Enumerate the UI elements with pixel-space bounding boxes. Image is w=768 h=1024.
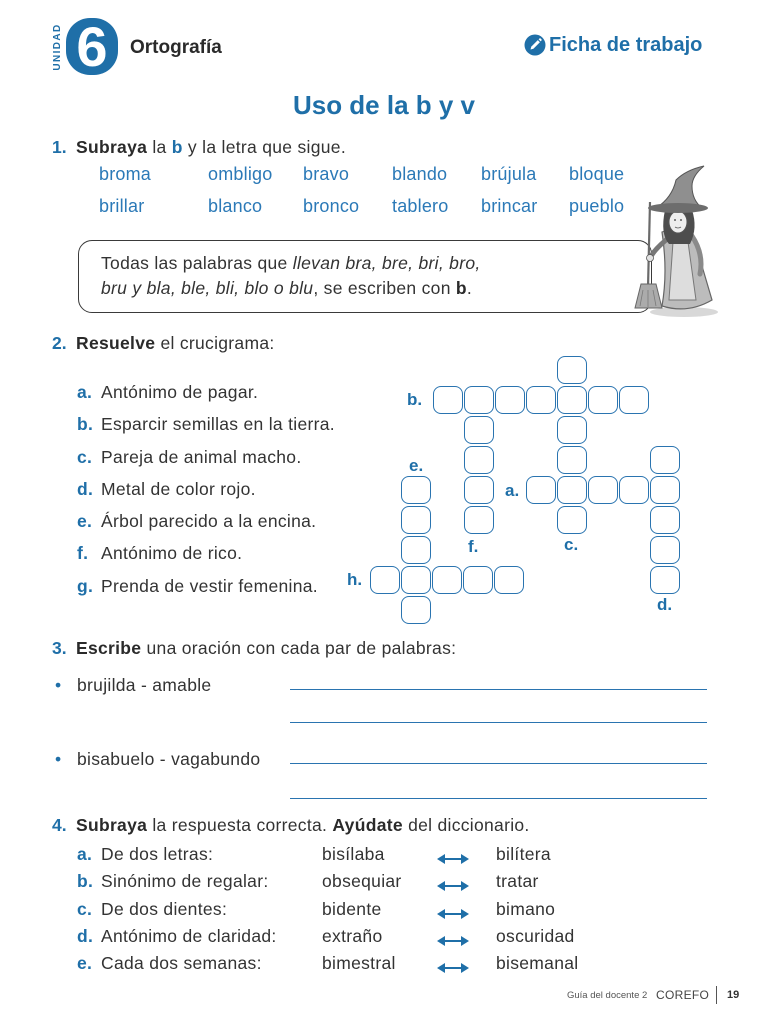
- crossword-cell: [557, 476, 587, 504]
- crossword-cell: [401, 536, 431, 564]
- word-item: pueblo: [569, 196, 625, 216]
- instruction-verb: Escribe: [76, 638, 142, 658]
- rule-line: [101, 253, 481, 273]
- word-item: bloque: [569, 164, 625, 184]
- choice-letter: e.: [77, 953, 93, 973]
- choice-letter: a.: [77, 844, 93, 864]
- choice-option-2: bimano: [496, 898, 556, 919]
- choice-letter: c.: [77, 898, 93, 919]
- crossword-cell: [557, 506, 587, 534]
- crossword-cell: [650, 446, 680, 474]
- rule-letter: b: [455, 278, 467, 298]
- crossword-cell: [619, 386, 649, 414]
- unit-number-badge: 6: [66, 18, 118, 75]
- rule-line: [101, 278, 472, 298]
- choice-clue: Antónimo de claridad:: [101, 925, 277, 946]
- clue-text: Antónimo de rico.: [101, 543, 243, 564]
- crossword-cell: [495, 386, 525, 414]
- crossword-cell: [588, 476, 618, 504]
- choice-clue: Sinónimo de regalar:: [101, 871, 269, 892]
- word-item: blando: [392, 164, 448, 184]
- choice-option-2: oscuridad: [496, 925, 575, 946]
- double-arrow-icon: [437, 904, 496, 918]
- crossword-cell: [432, 566, 462, 594]
- choice-option-1: bidente: [322, 898, 382, 919]
- clue-letter: g.: [77, 575, 94, 596]
- crossword-label-d: d.: [657, 595, 673, 614]
- choice-option-1: bimestral: [322, 953, 396, 973]
- rule-text: , se escriben con: [313, 278, 451, 298]
- instruction-verb: Subraya: [76, 137, 148, 157]
- instruction-verb: Resuelve: [76, 333, 156, 353]
- choice-clue: Cada dos semanas:: [101, 953, 262, 973]
- exercise-4-instruction: [76, 815, 530, 835]
- crossword-cell: [401, 476, 431, 504]
- clue-item: [77, 479, 335, 511]
- choice-row: [77, 871, 578, 898]
- choice-option-2: bilítera: [496, 844, 551, 864]
- crossword-cell: [557, 386, 587, 414]
- word-pair: bisabuelo - vagabundo: [77, 749, 261, 769]
- choice-clue: De dos letras:: [101, 844, 214, 864]
- crossword-clues: [77, 382, 335, 608]
- crossword-cell: [463, 566, 493, 594]
- choice-letter: d.: [77, 925, 94, 946]
- word-item: tablero: [392, 196, 449, 216]
- clue-letter: d.: [77, 478, 94, 499]
- choice-row: [77, 899, 578, 926]
- crossword-cell: [370, 566, 400, 594]
- instruction-text: el crucigrama:: [160, 333, 275, 353]
- crossword-cell: [650, 566, 680, 594]
- word-item: brújula: [481, 164, 537, 184]
- crossword-cell: [650, 506, 680, 534]
- exercise-3-number: 3.: [52, 638, 67, 658]
- choice-row: [77, 926, 578, 953]
- instruction-text: y la letra que sigue.: [187, 137, 346, 157]
- word-pair: brujilda - amable: [77, 675, 212, 695]
- word-item: brillar: [99, 196, 145, 216]
- crossword-cell: [401, 566, 431, 594]
- instruction-text: la: [152, 137, 167, 157]
- clue-item: [77, 543, 335, 575]
- instruction-text: del diccionario.: [408, 815, 530, 835]
- page-number: 19: [727, 989, 740, 1001]
- clue-text: Árbol parecido a la encina.: [101, 511, 317, 532]
- crossword-cell: [464, 506, 494, 534]
- rule-period: .: [466, 278, 473, 298]
- unit-label: UNIDAD: [52, 23, 63, 71]
- crossword-cell: [619, 476, 649, 504]
- choice-row: [77, 953, 578, 980]
- word-item: blanco: [208, 196, 263, 216]
- instruction-text: una oración con cada par de palabras:: [146, 638, 457, 658]
- instruction-letter: b: [171, 137, 183, 157]
- footer-publisher: COREFO: [656, 988, 710, 1002]
- crossword-cell: [526, 476, 556, 504]
- rule-syllables: llevan bra, bre, bri, bro,: [292, 253, 481, 273]
- double-arrow-icon: [437, 958, 496, 972]
- clue-text: Pareja de animal macho.: [101, 446, 302, 467]
- answer-line: [290, 798, 707, 799]
- page-title: Uso de la b y v: [292, 90, 476, 120]
- clue-letter: b.: [77, 414, 94, 435]
- crossword-label-c: c.: [564, 535, 579, 554]
- answer-line: [290, 763, 707, 764]
- clue-item: [77, 382, 335, 414]
- crossword-cell: [401, 596, 431, 624]
- crossword-label-a: a.: [505, 481, 520, 500]
- crossword-cell: [588, 386, 618, 414]
- clue-text: Prenda de vestir femenina.: [101, 575, 318, 596]
- footer-guide-title: Guía del docente 2: [567, 990, 648, 1001]
- double-arrow-icon: [437, 849, 496, 863]
- crossword-cell: [464, 446, 494, 474]
- crossword-cell: [650, 536, 680, 564]
- crossword-cell: [464, 476, 494, 504]
- crossword-cell: [557, 416, 587, 444]
- exercise-1-number: 1.: [52, 137, 67, 157]
- worksheet-label: Ficha de trabajo: [549, 34, 703, 56]
- choice-option-1: extraño: [322, 925, 383, 946]
- clue-letter: a.: [77, 382, 93, 402]
- rule-box: [78, 240, 652, 313]
- exercise-2-instruction: [76, 333, 275, 353]
- word-item: brincar: [481, 196, 538, 216]
- choice-list: [77, 844, 578, 980]
- clue-letter: c.: [77, 446, 93, 467]
- choice-clue: De dos dientes:: [101, 898, 228, 919]
- clue-text: Esparcir semillas en la tierra.: [101, 414, 335, 435]
- subject-title: Ortografía: [130, 37, 222, 58]
- choice-letter: b.: [77, 871, 94, 892]
- crossword-cell: [526, 386, 556, 414]
- crossword-cell: [494, 566, 524, 594]
- crossword-label-f: f.: [468, 537, 479, 556]
- double-arrow-icon: [437, 876, 496, 890]
- word-item: bravo: [303, 164, 350, 184]
- crossword-cell: [401, 506, 431, 534]
- clue-letter: f.: [77, 543, 89, 564]
- exercise-2-number: 2.: [52, 333, 67, 353]
- crossword-cell: [650, 476, 680, 504]
- crossword-cell: [557, 356, 587, 384]
- clue-item: [77, 576, 335, 608]
- choice-option-1: obsequiar: [322, 871, 402, 892]
- word-grid: [99, 164, 649, 216]
- crossword-cell: [464, 416, 494, 444]
- crossword-cell: [557, 446, 587, 474]
- double-arrow-icon: [437, 931, 496, 945]
- witch-illustration: [632, 162, 722, 322]
- clue-item: [77, 447, 335, 479]
- rule-text: Todas las palabras que: [101, 253, 288, 273]
- footer-divider: [716, 986, 717, 1004]
- choice-row: [77, 844, 578, 871]
- exercise-4-number: 4.: [52, 815, 67, 835]
- crossword-label-e: e.: [409, 456, 424, 475]
- choice-option-2: tratar: [496, 871, 539, 892]
- instruction-verb: Subraya: [76, 815, 148, 835]
- crossword-cell: [464, 386, 494, 414]
- clue-letter: e.: [77, 511, 93, 532]
- instruction-verb: Ayúdate: [332, 815, 403, 835]
- clue-text: Metal de color rojo.: [101, 478, 256, 499]
- exercise-1-instruction: [76, 137, 346, 157]
- answer-line: [290, 722, 707, 723]
- word-item: broma: [99, 164, 152, 184]
- word-item: ombligo: [208, 164, 273, 184]
- instruction-text: la respuesta correcta.: [152, 815, 328, 835]
- rule-syllables: bru y bla, ble, bli, blo o blu: [101, 278, 314, 298]
- crossword-label-b: b.: [407, 390, 423, 409]
- bullet: •: [55, 675, 62, 695]
- word-item: bronco: [303, 196, 360, 216]
- crossword-label-h: h.: [347, 570, 363, 589]
- choice-option-2: bisemanal: [496, 953, 579, 973]
- choice-option-1: bisílaba: [322, 844, 385, 864]
- answer-line: [290, 689, 707, 690]
- crossword-cell: [433, 386, 463, 414]
- pencil-icon: [524, 34, 546, 56]
- clue-item: [77, 414, 335, 446]
- bullet: •: [55, 749, 62, 769]
- clue-text: Antónimo de pagar.: [101, 382, 259, 402]
- exercise-3-instruction: [76, 638, 456, 658]
- clue-item: [77, 511, 335, 543]
